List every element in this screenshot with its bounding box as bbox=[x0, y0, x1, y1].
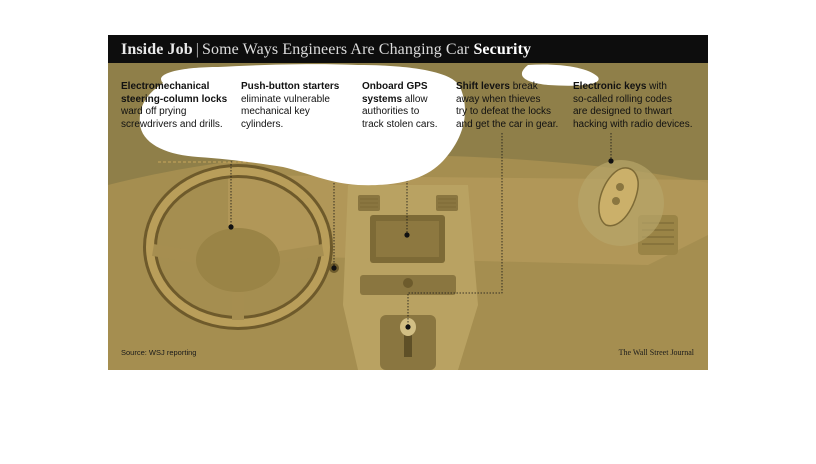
source-note: Source: WSJ reporting bbox=[121, 348, 197, 357]
callout-3-line-2: track stolen cars. bbox=[362, 118, 438, 130]
callout-2-line-3: cylinders. bbox=[241, 118, 284, 130]
callout-shift-lever bbox=[456, 81, 558, 131]
callout-2-line-1: eliminate vulnerable bbox=[241, 93, 330, 105]
callout-steering-lock bbox=[121, 81, 227, 131]
callout-3-heading: Onboard GPS bbox=[362, 81, 428, 92]
steering-lock-marker bbox=[228, 224, 233, 229]
callout-5-heading-rest: with bbox=[646, 81, 667, 92]
callout-4-heading: Shift levers bbox=[456, 81, 510, 92]
callout-1-heading-2: steering-column locks bbox=[121, 93, 228, 105]
callout-4-heading-rest: break bbox=[509, 81, 538, 92]
callout-3-heading-2: systems bbox=[362, 93, 403, 105]
key-marker bbox=[608, 158, 613, 163]
callout-5-line-1: so-called rolling codes bbox=[573, 93, 672, 105]
title-separator: | bbox=[195, 41, 200, 58]
shifter-marker bbox=[405, 324, 410, 329]
callout-1-line-2: screwdrivers and drills. bbox=[121, 118, 223, 130]
callout-1-line-1: ward off prying bbox=[121, 106, 187, 117]
title-tail: Security bbox=[473, 41, 532, 58]
graphic-title bbox=[121, 41, 531, 59]
publisher-credit: The Wall Street Journal bbox=[618, 348, 694, 357]
title-lead: Inside Job bbox=[121, 41, 193, 58]
starter-marker bbox=[331, 265, 336, 270]
callout-push-button bbox=[241, 81, 339, 131]
callout-electronic-key bbox=[573, 81, 693, 131]
callout-4-line-1: away when thieves bbox=[456, 93, 541, 105]
callout-5-line-3: hacking with radio devices. bbox=[573, 118, 693, 130]
callout-2-line-2: mechanical key bbox=[241, 106, 310, 117]
callout-gps bbox=[362, 81, 438, 131]
callout-2-heading: Push-button starters bbox=[241, 81, 340, 92]
callout-1-heading: Electromechanical bbox=[121, 81, 210, 92]
title-rest: Some Ways Engineers Are Changing Car bbox=[202, 41, 470, 58]
steering-hub bbox=[196, 228, 280, 292]
callout-3-line-1: authorities to bbox=[362, 106, 420, 117]
infographic bbox=[108, 35, 708, 370]
callout-4-line-2: try to defeat the locks bbox=[456, 106, 552, 117]
gps-marker bbox=[404, 232, 409, 237]
callout-5-heading: Electronic keys bbox=[573, 81, 647, 92]
callout-5-line-2: are designed to thwart bbox=[573, 106, 672, 117]
callout-3-heading-rest: allow bbox=[402, 93, 428, 105]
callout-4-line-3: and get the car in gear. bbox=[456, 118, 559, 130]
